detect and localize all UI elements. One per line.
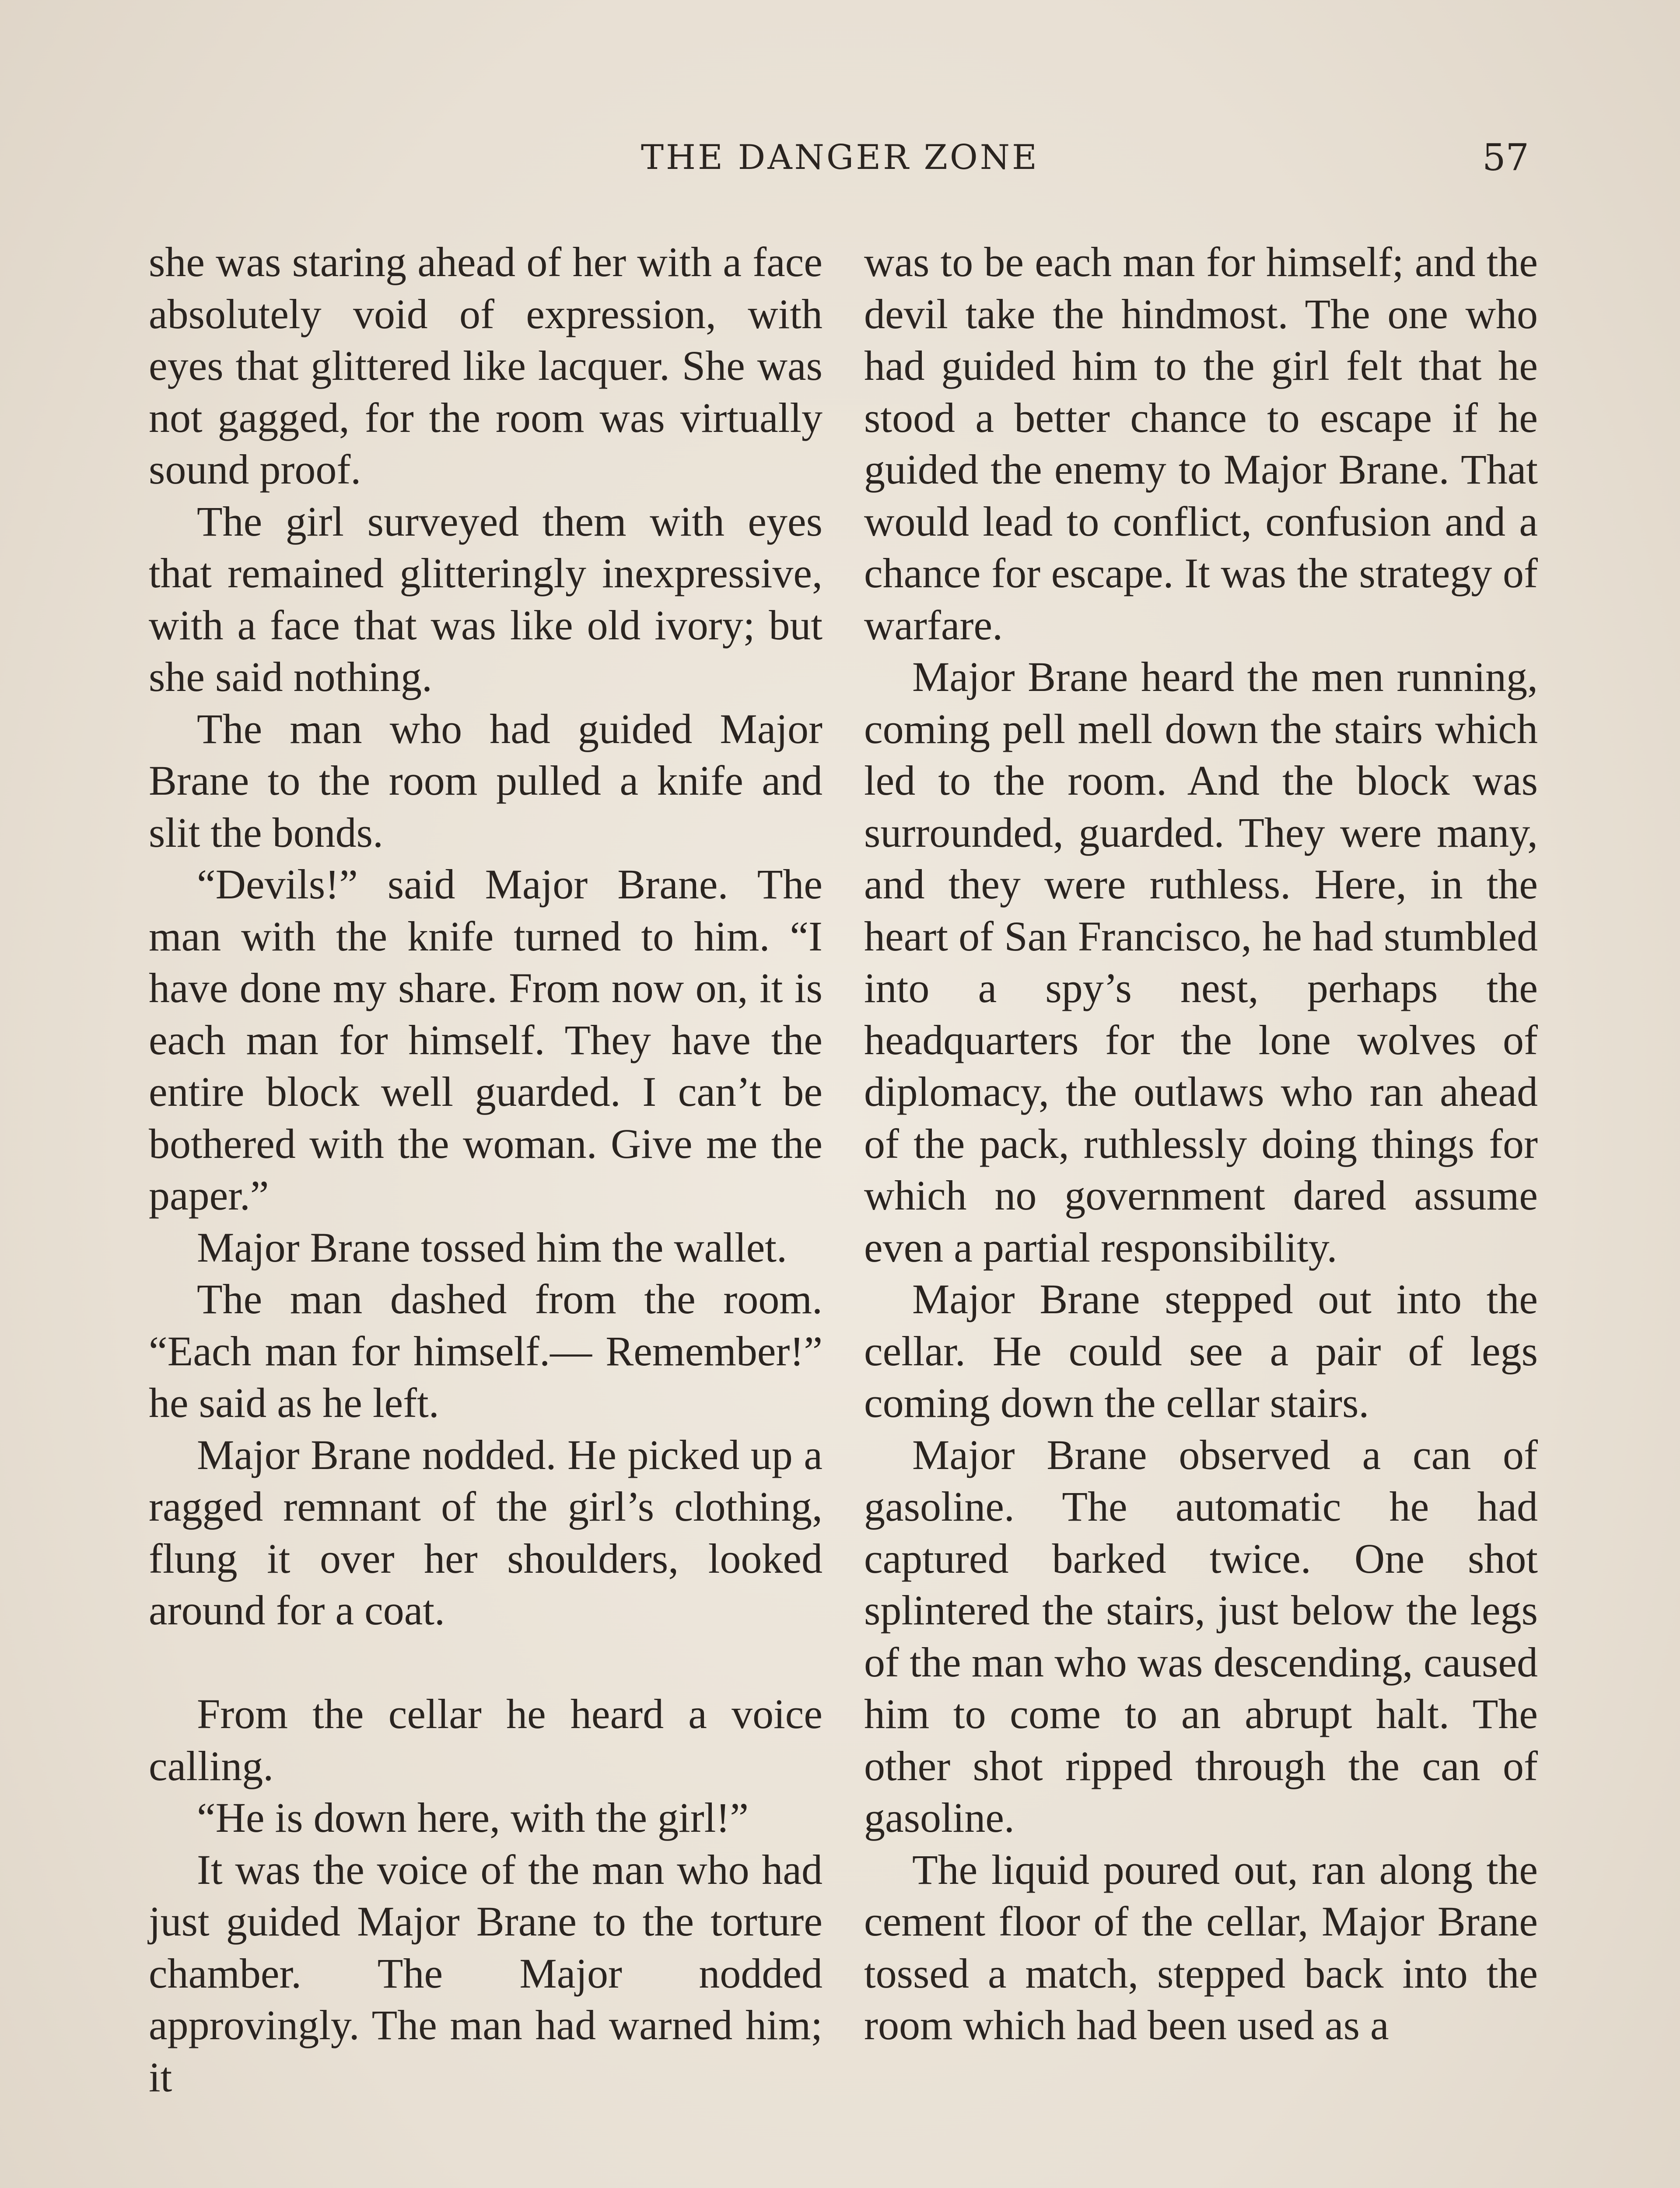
page-number: 57 [1482, 136, 1529, 179]
paragraph: Major Brane nodded. He picked up a ragged remnant of the girl’s clothing, flung it over her shoulders, looked around for a coat. [149, 1431, 822, 1634]
paragraph: “He is down here, with the girl!” [197, 1794, 749, 1841]
right-column [864, 236, 1538, 2051]
paragraph: It was the voice of the man who had just guided Major Brane to the torture chamber. The Major nodded approvingly. The man had warned him; it [149, 1846, 822, 2100]
paragraph: Major Brane stepped out into the cellar. He could see a pair of legs coming down the cellar stairs. [864, 1276, 1538, 1426]
paragraph: The liquid poured out, ran along the cement floor of the cellar, Major Brane tossed a match, stepped back into the room which had been used as a [864, 1846, 1538, 2048]
paragraph: The girl surveyed them with eyes that remained glitteringly inexpressive, with a face that was like old ivory; but she said nothing. [149, 498, 822, 700]
paragraph: was to be each man for himself; and the devil take the hindmost. The one who had guided him to the girl felt that he stood a better chance to escape if he guided the enemy to Major Brane. That would lead to conflict, confusion and a chance for escape. It was the strategy of warfare. [864, 238, 1538, 649]
running-head [0, 131, 1680, 184]
paragraph: Major Brane observed a can of gasoline. The automatic he had captured barked twice. One shot splintered the stairs, just below the legs of the man who was descending, caused him to come to an abrupt halt. The other shot ripped through the can of gasoline. [864, 1431, 1538, 1841]
left-column [149, 236, 822, 2103]
paragraph: Major Brane heard the men running, coming pell mell down the stairs which led to the room. And the block was surrounded, guarded. They were many, and they were ruthless. Here, in the heart of San Francisco, he had stumbled into a spy’s nest, perhaps the headquarters for the lone wolves of diplomacy, the outlaws who ran ahead of the pack, ruthlessly doing things for which no government dared assume even a partial responsibility. [864, 653, 1538, 1271]
paragraph: From the cellar he heard a voice calling. [149, 1690, 822, 1789]
paragraph: Major Brane tossed him the wallet. [197, 1224, 788, 1271]
paragraph: she was staring ahead of her with a face absolutely void of expression, with eyes that glittered like lacquer. She was not gagged, for the room was virtually sound proof. [149, 238, 822, 493]
paragraph: “Devils!” said Major Brane. The man with the knife turned to him. “I have done my share. From now on, it is each man for himself. They have the entire block well guarded. I can’t be bothered with the woman. Give me the paper.” [149, 861, 822, 1219]
paragraph: The man who had guided Major Brane to the room pulled a knife and slit the bonds. [149, 705, 822, 856]
running-title: THE DANGER ZONE [641, 138, 1039, 177]
paragraph: The man dashed from the room. “Each man for himself.— Remember!” he said as he left. [149, 1276, 822, 1426]
